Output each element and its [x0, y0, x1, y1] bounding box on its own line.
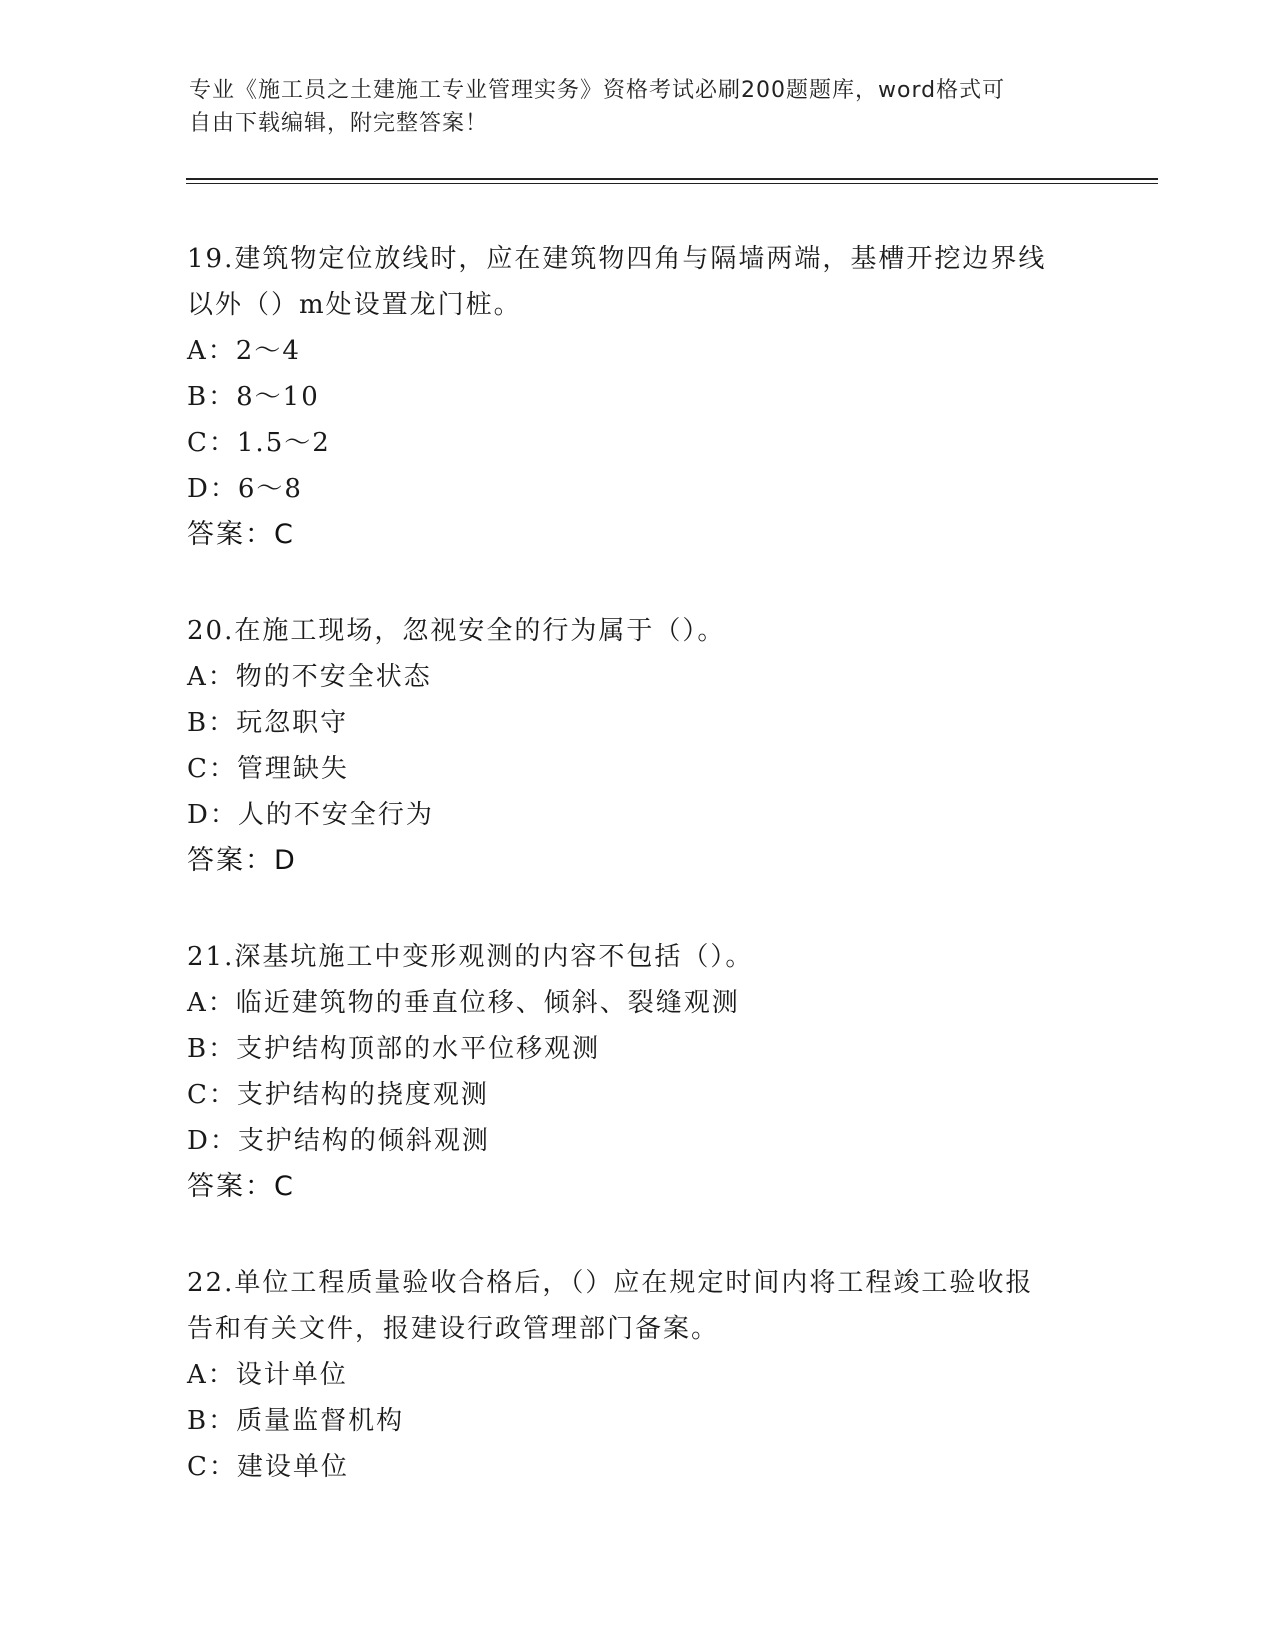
- option-a: A：物的不安全状态: [187, 662, 432, 692]
- question-19: [187, 236, 1087, 558]
- header-divider-thin: [186, 183, 1158, 184]
- question-22: [187, 1260, 1087, 1490]
- option-a: A：设计单位: [187, 1360, 348, 1390]
- question-stem-line: 告和有关文件，报建设行政管理部门备案。: [187, 1314, 720, 1344]
- option-b: B：玩忽职守: [187, 708, 349, 738]
- option-c: C：1.5～2: [187, 428, 331, 458]
- question-21: [187, 934, 1087, 1210]
- option-d: D：人的不安全行为: [187, 800, 434, 830]
- option-a: A：2～4: [187, 336, 301, 366]
- option-c: C：支护结构的挠度观测: [187, 1080, 489, 1110]
- option-c: C：建设单位: [187, 1452, 349, 1482]
- answer-label: 答案：D: [187, 845, 297, 876]
- option-a: A：临近建筑物的垂直位移、倾斜、裂缝观测: [187, 988, 740, 1018]
- question-stem-line: 20.在施工现场，忽视安全的行为属于（）。: [187, 616, 726, 646]
- question-stem-line: 22.单位工程质量验收合格后，（）应在规定时间内将工程竣工验收报: [187, 1268, 1034, 1298]
- answer-label: 答案：C: [187, 1171, 295, 1202]
- header-divider-thick: [186, 178, 1158, 180]
- option-c: C：管理缺失: [187, 754, 349, 784]
- header-line-2: 自由下载编辑，附完整答案！: [189, 111, 489, 136]
- question-stem-line: 21.深基坑施工中变形观测的内容不包括（）。: [187, 942, 754, 972]
- answer-label: 答案：C: [187, 519, 295, 550]
- document-header: [189, 74, 1089, 140]
- option-b: B：质量监督机构: [187, 1406, 405, 1436]
- option-b: B：支护结构顶部的水平位移观测: [187, 1034, 601, 1064]
- header-line-1: 专业《施工员之土建施工专业管理实务》资格考试必刷200题题库，word格式可: [189, 78, 1006, 103]
- question-list: [187, 236, 1087, 1540]
- question-stem-line: 19.建筑物定位放线时，应在建筑物四角与隔墙两端，基槽开挖边界线: [187, 244, 1047, 274]
- question-20: [187, 608, 1087, 884]
- question-stem-line: 以外（）m处设置龙门桩。: [187, 290, 522, 320]
- option-d: D：支护结构的倾斜观测: [187, 1126, 490, 1156]
- option-b: B：8～10: [187, 382, 320, 412]
- option-d: D：6～8: [187, 474, 303, 504]
